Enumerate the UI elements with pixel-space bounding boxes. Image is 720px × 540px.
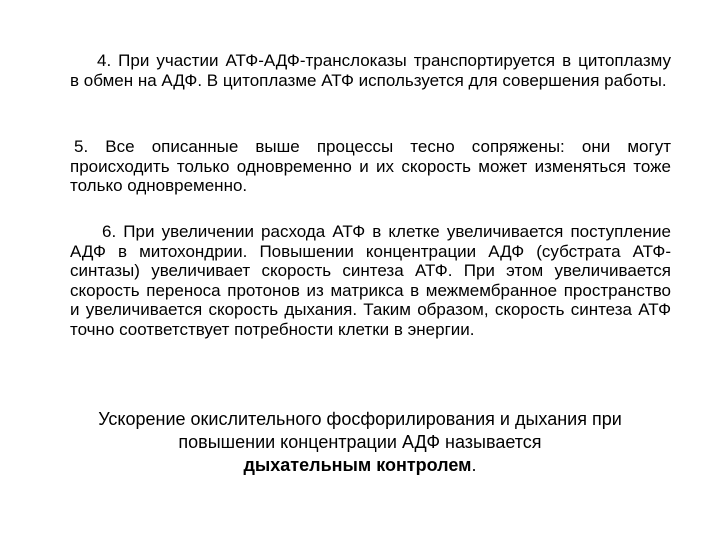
- conclusion-period: .: [471, 455, 477, 475]
- paragraph-6: 6. При увеличении расхода АТФ в клетке увеличивается поступление АДФ в митохондрии. Повышении концентрации АДФ (субстрата АТФ-синтазы) увеличивает скорость синтеза АТФ. При этом увеличивается скорость переноса протонов из матрикса в межмембранное пространство и увеличивается скорость дыхания. Таким образом, скорость синтеза АТФ точно соответствует потребности клетки в энергии.: [70, 222, 671, 339]
- conclusion-line-3: [60, 454, 660, 477]
- paragraph-5: 5. Все описанные выше процессы тесно сопряжены: они могут происходить только одновременно и их скорость может изменяться тоже только одновременно.: [70, 137, 671, 196]
- conclusion-line-2: повышении концентрации АДФ называется: [178, 432, 542, 452]
- conclusion-statement: [60, 408, 660, 477]
- conclusion-line-1: Ускорение окислительного фосфорилирования и дыхания при: [98, 409, 622, 429]
- paragraph-4: 4. При участии АТФ-АДФ-транслоказы транспортируется в цитоплазму в обмен на АДФ. В цитоплазме АТФ используется для совершения работы.: [70, 51, 671, 90]
- defined-term: дыхательным контролем: [243, 455, 472, 475]
